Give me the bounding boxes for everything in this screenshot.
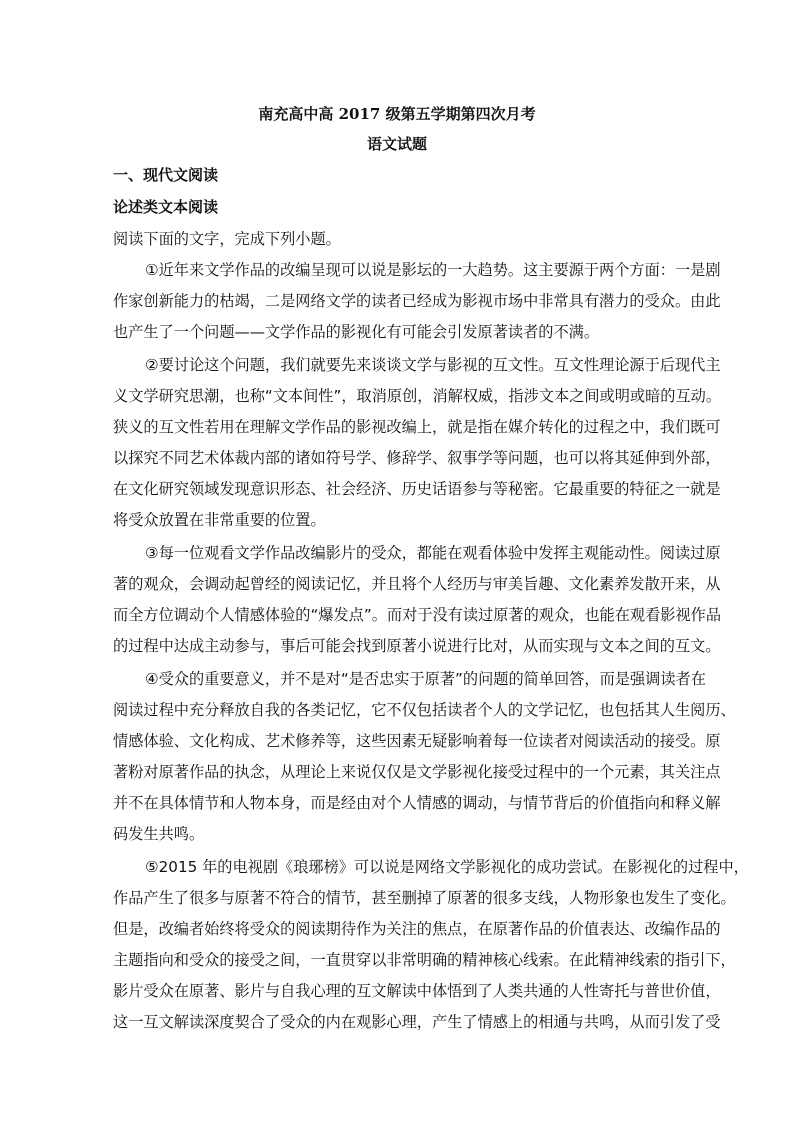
paragraph-line: 情感体验、文化构成、艺术修养等，这些因素无疑影响着每一位读者对阅读活动的接受。原 xyxy=(113,732,721,750)
paragraph xyxy=(113,350,722,536)
paragraph-line: 并不在具体情节和人物本身，而是经由对个人情感的调动，与情节背后的价值指向和释义解 xyxy=(113,794,721,812)
passage xyxy=(113,255,749,1038)
paragraph-line: 也产生了一个问题——文学作品的影视化有可能会引发原著读者的不满。 xyxy=(113,323,599,341)
paragraph xyxy=(113,852,749,1038)
paragraph-line: 著的观众，会调动起曾经的阅读记忆，并且将个人经历与审美旨趣、文化素养发散开来，从 xyxy=(113,575,721,593)
paragraph-line: 作家创新能力的枯竭，二是网络文学的读者已经成为影视市场中非常具有潜力的受众。由此 xyxy=(113,292,721,310)
exam-subtitle: 语文试题 xyxy=(366,135,427,153)
paragraph-line: 这一互文解读深度契合了受众的内在观影心理，产生了情感上的相通与共鸣，从而引发了受 xyxy=(113,1013,721,1031)
paragraph-line: 影片受众在原著、影片与自我心理的互文解读中体悟到了人类共通的人性寄托与普世价值， xyxy=(113,982,721,1000)
instruction: 阅读下面的文字，完成下列小题。 xyxy=(113,230,341,248)
paragraph-line: 而全方位调动个人情感体验的“爆发点”。而对于没有读过原著的观众，也能在观看影视作品 xyxy=(113,606,722,624)
paragraph-line: 码发生共鸣。 xyxy=(113,825,205,843)
paragraph xyxy=(113,664,736,850)
paragraph-line: ②要讨论这个问题，我们就要先来谈谈文学与影视的互文性。互文性理论源于后现代主 xyxy=(145,356,721,374)
paragraph-line: ①近年来文学作品的改编呈现可以说是影坛的一大趋势。这主要源于两个方面：一是剧 xyxy=(145,261,721,279)
paragraph-line: 的过程中达成主动参与，事后可能会找到原著小说进行比对，从而实现与文本之间的互文。 xyxy=(113,637,721,655)
paragraph-line: ④受众的重要意义，并不是对“是否忠实于原著”的问题的简单回答，而是强调读者在 xyxy=(145,670,706,688)
paragraph xyxy=(113,255,721,348)
paragraph-line: 在文化研究领域发现意识形态、社会经济、历史话语参与等秘密。它最重要的特征之一就是 xyxy=(113,480,721,498)
paragraph-line: 阅读过程中充分释放自我的各类记忆，它不仅包括读者个人的文学记忆，也包括其人生阅历、 xyxy=(113,701,736,719)
paragraph-line: 狭义的互文性若用在理解文学作品的影视改编上，就是指在媒介转化的过程之中，我们既可 xyxy=(113,418,721,436)
section-heading: 一、现代文阅读 xyxy=(113,166,219,184)
paragraph-line: ③每一位观看文学作品改编影片的受众，都能在观看体验中发挥主观能动性。阅读过原 xyxy=(145,544,721,562)
exam-title: 南充高中高 2017 级第五学期第四次月考 xyxy=(258,105,536,123)
paragraph xyxy=(113,538,722,662)
paragraph-line: ⑤2015 年的电视剧《琅琊榜》可以说是网络文学影视化的成功尝试。在影视化的过程中， xyxy=(145,858,749,876)
paragraph-line: 著粉对原著作品的执念，从理论上来说仅仅是文学影视化接受过程中的一个元素，其关注点 xyxy=(113,763,721,781)
paragraph-line: 但是，改编者始终将受众的阅读期待作为关注的焦点，在原著作品的价值表达、改编作品的 xyxy=(113,920,721,938)
subsection-heading: 论述类文本阅读 xyxy=(113,198,219,216)
paragraph-line: 义文学研究思潮，也称“文本间性”，取消原创，消解权威，指涉文本之间或明或暗的互动。 xyxy=(113,387,722,405)
document-page xyxy=(113,100,749,1039)
paragraph-line: 作品产生了很多与原著不符合的情节，甚至删掉了原著的很多支线，人物形象也发生了变化。 xyxy=(113,889,736,907)
paragraph-line: 将受众放置在非常重要的位置。 xyxy=(113,511,326,529)
paragraph-line: 以探究不同艺术体裁内部的诸如符号学、修辞学、叙事学等问题，也可以将其延伸到外部， xyxy=(113,449,721,467)
paragraph-line: 主题指向和受众的接受之间，一直贯穿以非常明确的精神核心线索。在此精神线索的指引下， xyxy=(113,951,736,969)
